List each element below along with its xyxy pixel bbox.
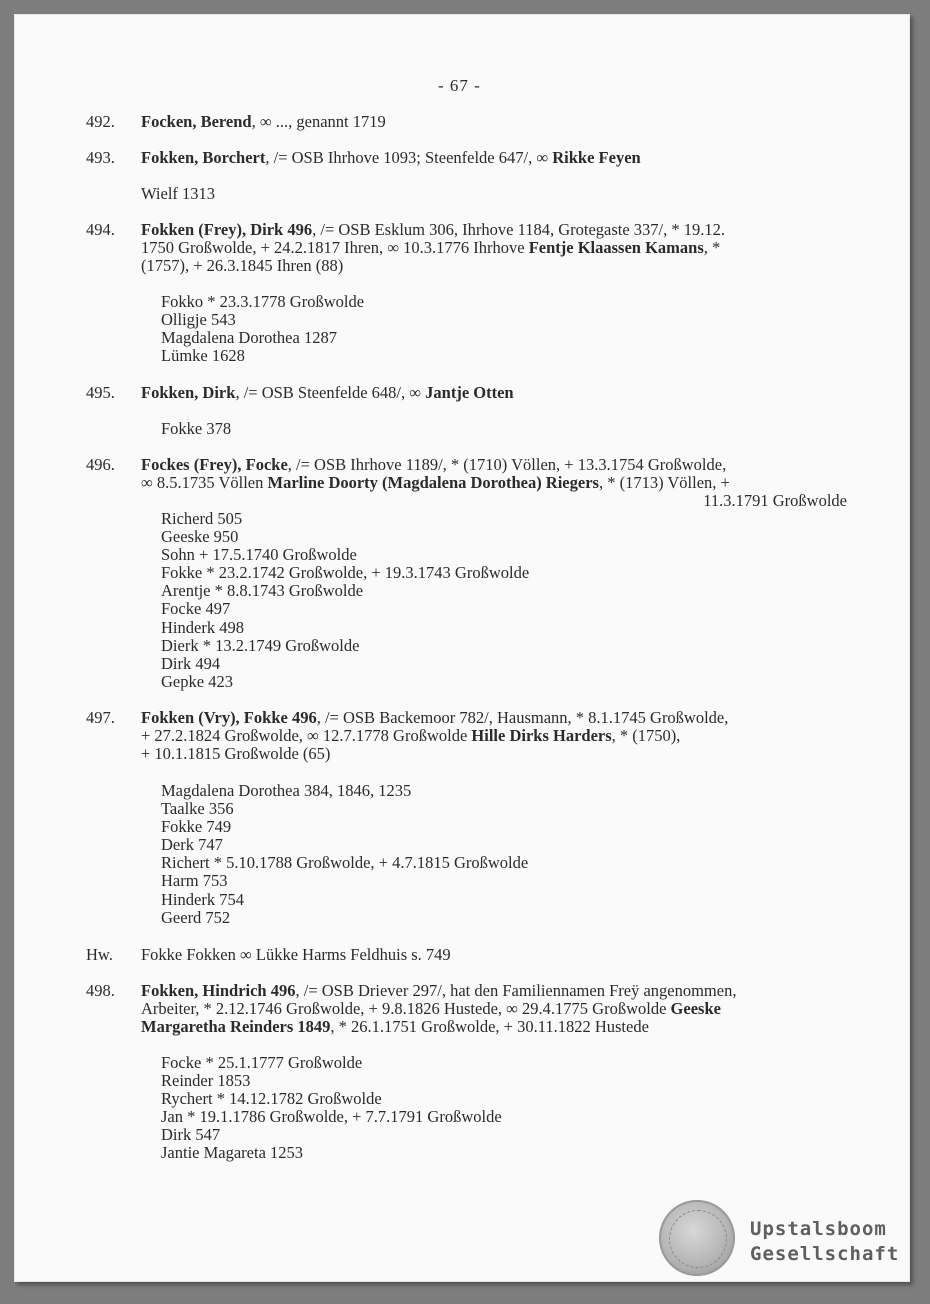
entry-name: Fokken (Frey), Dirk 496 xyxy=(141,220,313,239)
entry-details: + 10.1.1815 Großwolde (65) xyxy=(141,744,331,763)
entry-details: 1750 Großwolde, + 24.2.1817 Ihren, ∞ 10.3.1776 Ihrhove xyxy=(141,238,529,257)
child-item: Geerd 752 xyxy=(161,907,231,927)
child-item: Magdalena Dorothea 1287 xyxy=(161,328,337,348)
children-list-495 xyxy=(161,420,231,438)
child-item: Dirk 494 xyxy=(161,653,221,673)
children-list-497 xyxy=(161,782,528,927)
children-list-493 xyxy=(141,185,215,203)
entry-details: , /= OSB Ihrhove 1093; Steenfelde 647/, ∞ xyxy=(265,148,553,167)
society-name-line2: Gesellschaft xyxy=(750,1243,900,1265)
child-item: Jan * 19.1.1786 Großwolde, + 7.7.1791 Großwolde xyxy=(161,1107,502,1127)
child-item: Dierk * 13.2.1749 Großwolde xyxy=(161,635,360,655)
child-item: Geeske 950 xyxy=(161,527,239,547)
child-item: Jantie Magareta 1253 xyxy=(161,1143,304,1163)
entry-details: , /= OSB Driever 297/, hat den Familiennamen Freÿ angenommen, xyxy=(295,981,737,1000)
child-item: Fokko * 23.3.1778 Großwolde xyxy=(161,292,365,311)
entry-name: Fockes (Frey), Focke xyxy=(141,455,288,474)
entry-details: , /= OSB Ihrhove 1189/, * (1710) Völlen, + 13.3.1754 Großwolde, xyxy=(287,455,727,474)
spouse-name: Hille Dirks Harders xyxy=(471,726,612,745)
spouse-name: Jantje Otten xyxy=(425,383,514,402)
entry-number: 492. xyxy=(86,112,115,131)
child-item: Richerd 505 xyxy=(161,509,243,528)
child-item: Taalke 356 xyxy=(161,799,234,819)
child-item: Focke 497 xyxy=(161,599,231,619)
child-item: Dirk 547 xyxy=(161,1125,221,1145)
entry-name: Focken, Berend xyxy=(141,112,252,131)
child-item: Olligje 543 xyxy=(161,310,236,330)
entry-number: 497. xyxy=(86,708,115,727)
entry-number: 496. xyxy=(86,455,115,474)
entry-details: ∞ 8.5.1735 Völlen xyxy=(141,473,268,492)
child-item: Richert * 5.10.1788 Großwolde, + 4.7.1815 Großwolde xyxy=(161,853,529,873)
spouse-name: Marline Doorty (Magdalena Dorothea) Riegers xyxy=(267,473,599,492)
entry-name: Fokken, Borchert xyxy=(141,148,266,167)
entry-details: , * (1750), xyxy=(611,726,681,745)
entry-details: (1757), + 26.3.1845 Ihren (88) xyxy=(141,256,344,275)
seal-logo-icon xyxy=(659,1200,735,1276)
entry-details: , ∞ ..., genannt 1719 xyxy=(251,112,386,131)
spouse-name: Geeske xyxy=(670,999,721,1018)
child-item: Rychert * 14.12.1782 Großwolde xyxy=(161,1089,382,1109)
child-item: Reinder 1853 xyxy=(161,1071,251,1091)
entry-details: , /= OSB Backemoor 782/, Hausmann, * 8.1.1745 Großwolde, xyxy=(316,708,729,727)
entry-details: + 27.2.1824 Großwolde, ∞ 12.7.1778 Großwolde xyxy=(141,726,472,745)
seal-ring xyxy=(669,1210,727,1268)
child-item: Lümke 1628 xyxy=(161,346,245,366)
entry-number: 495. xyxy=(86,383,115,402)
entry-details: , /= OSB Steenfelde 648/, ∞ xyxy=(235,383,426,402)
entry-number: 498. xyxy=(86,981,115,1000)
child-item: Harm 753 xyxy=(161,871,228,891)
child-item: Magdalena Dorothea 384, 1846, 1235 xyxy=(161,781,412,800)
entry-name: Fokken, Hindrich 496 xyxy=(141,981,296,1000)
child-item: Fokke 378 xyxy=(161,419,232,438)
child-item: Fokke 749 xyxy=(161,817,232,837)
children-list-494 xyxy=(161,293,364,365)
child-item: Gepke 423 xyxy=(161,671,233,691)
child-item: Wielf 1313 xyxy=(141,184,216,203)
page-number: - 67 - xyxy=(438,76,481,95)
child-item: Sohn + 17.5.1740 Großwolde xyxy=(161,545,357,565)
entry-details: , * xyxy=(703,238,721,257)
entry-name: Fokken (Vry), Fokke 496 xyxy=(141,708,317,727)
entry-number: 494. xyxy=(86,220,115,239)
child-item: Derk 747 xyxy=(161,835,223,855)
entry-details: , * 26.1.1751 Großwolde, + 30.11.1822 Hustede xyxy=(330,1017,649,1036)
child-item: Hinderk 498 xyxy=(161,617,244,637)
entry-details: , /= OSB Esklum 306, Ihrhove 1184, Grotegaste 337/, * 19.12. xyxy=(312,220,726,239)
entry-details: Fokke Fokken ∞ Lükke Harms Feldhuis s. 749 xyxy=(141,945,451,964)
spouse-name: Fentje Klaassen Kamans xyxy=(528,238,704,257)
spouse-name: Margaretha Reinders 1849 xyxy=(141,1017,331,1036)
society-name-line1: Upstalsboom xyxy=(750,1218,887,1240)
children-list-496 xyxy=(161,510,529,691)
child-item: Fokke * 23.2.1742 Großwolde, + 19.3.1743 Großwolde xyxy=(161,563,530,583)
child-item: Focke * 25.1.1777 Großwolde xyxy=(161,1053,363,1072)
child-item: Hinderk 754 xyxy=(161,889,244,909)
entry-number: Hw. xyxy=(86,945,113,964)
entry-details: Arbeiter, * 2.12.1746 Großwolde, + 9.8.1826 Hustede, ∞ 29.4.1775 Großwolde xyxy=(141,999,671,1018)
entry-number: 493. xyxy=(86,148,115,167)
children-list-498 xyxy=(161,1054,502,1163)
entry-details: 11.3.1791 Großwolde xyxy=(703,491,847,510)
entry-name: Fokken, Dirk xyxy=(141,383,236,402)
spouse-name: Rikke Feyen xyxy=(552,148,641,167)
child-item: Arentje * 8.8.1743 Großwolde xyxy=(161,581,364,601)
entry-details: , * (1713) Völlen, + xyxy=(598,473,730,492)
